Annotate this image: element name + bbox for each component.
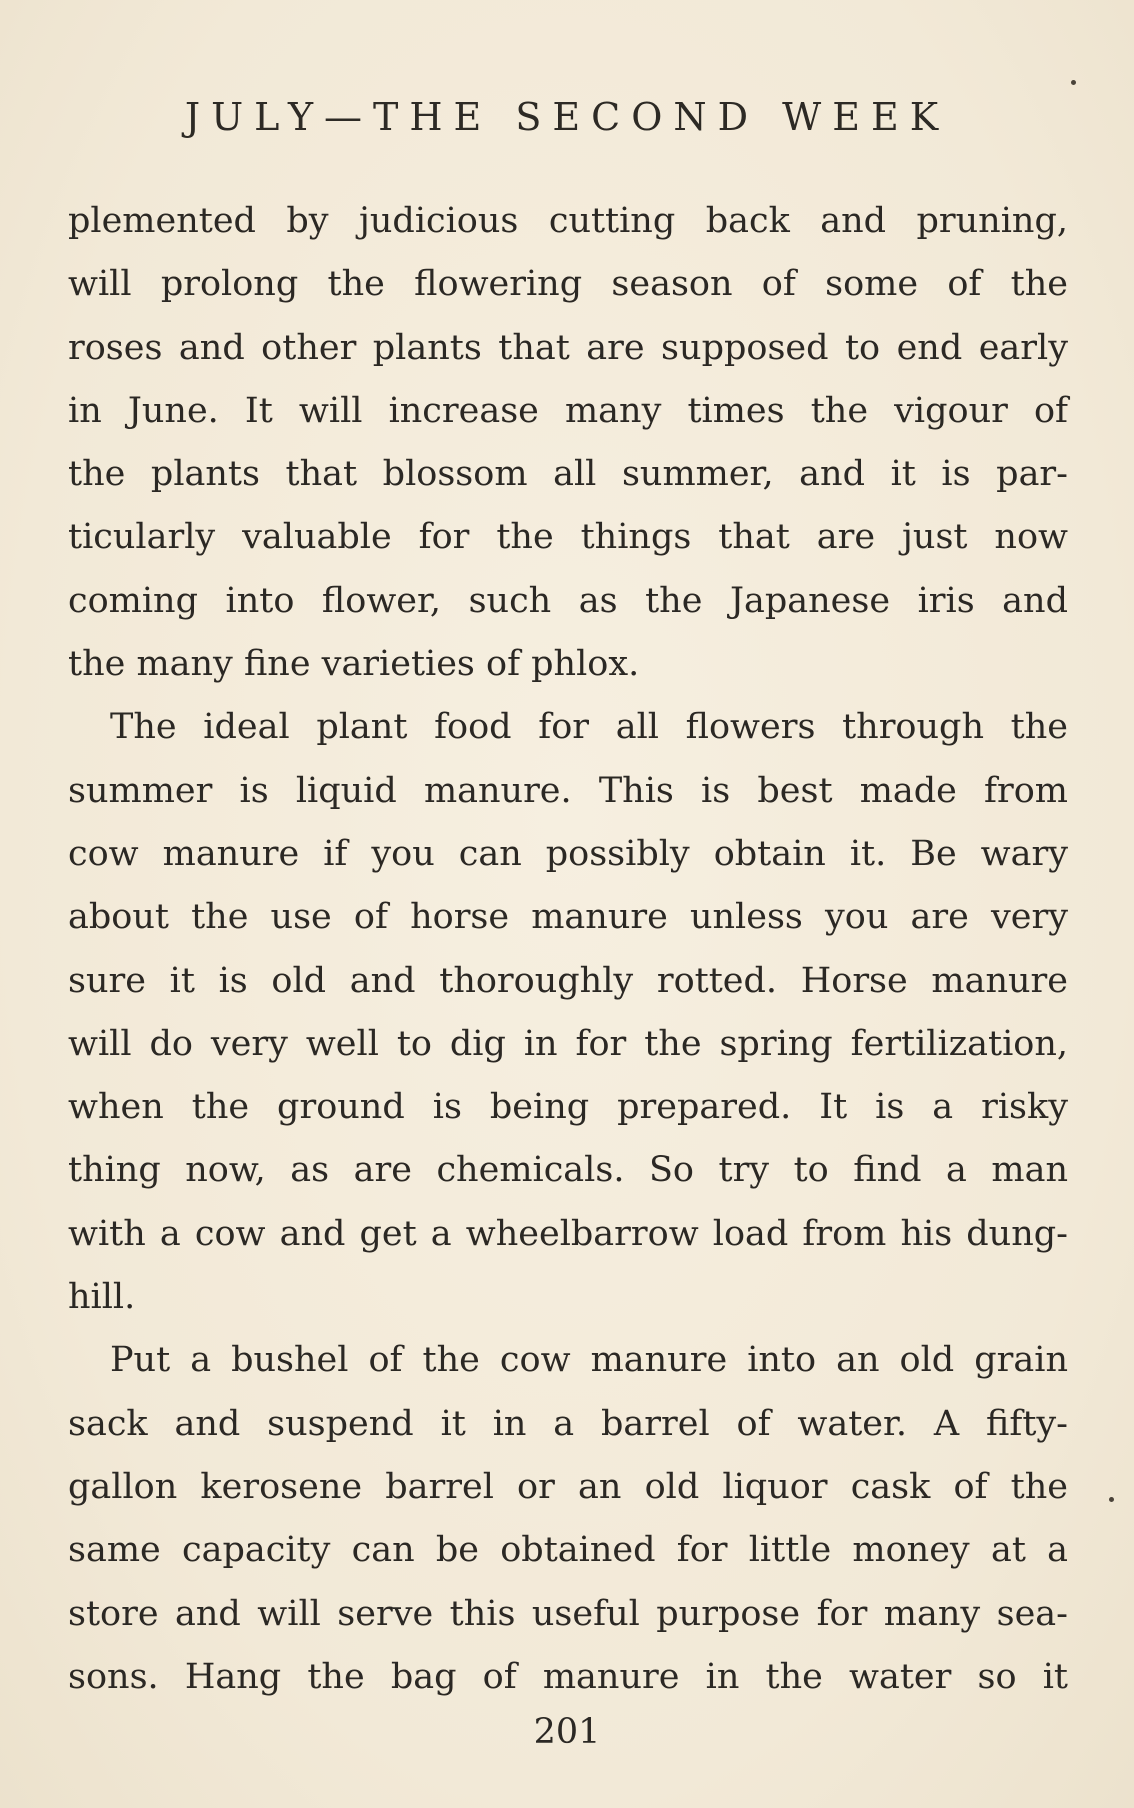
- text-line: the many fine varieties of phlox.: [68, 644, 640, 685]
- running-head: JULY—THE SECOND WEEK: [184, 95, 950, 139]
- text-line: gallon kerosene barrel or an old liquor cask of the: [68, 1466, 1068, 1507]
- page-number: 201: [533, 1712, 601, 1752]
- text-line: summer is liquid manure. This is best made from: [68, 770, 1068, 811]
- body-text: [68, 190, 1068, 1709]
- text-line: sack and suspend it in a barrel of water. A fifty-: [68, 1403, 1068, 1444]
- text-line: when the ground is being prepared. It is a risky: [68, 1087, 1068, 1128]
- text-line: cow manure if you can possibly obtain it. Be wary: [68, 833, 1068, 874]
- paper-speck: [1109, 1497, 1114, 1502]
- text-line: ticularly valuable for the things that are just now: [68, 517, 1068, 558]
- text-line: sure it is old and thoroughly rotted. Horse manure: [68, 960, 1068, 1001]
- text-line: about the use of horse manure unless you are very: [68, 897, 1068, 938]
- text-line: roses and other plants that are supposed to end early: [68, 327, 1068, 368]
- text-line: will prolong the flowering season of some of the: [68, 264, 1068, 305]
- text-line: sons. Hang the bag of manure in the water so it: [68, 1656, 1068, 1697]
- text-line: hill.: [68, 1277, 136, 1318]
- text-line: coming into flower, such as the Japanese iris and: [68, 580, 1068, 621]
- text-line: The ideal plant food for all flowers through the: [110, 707, 1068, 748]
- paper-speck: [1071, 80, 1076, 85]
- text-line: Put a bushel of the cow manure into an old grain: [110, 1340, 1068, 1381]
- text-line: plemented by judicious cutting back and pruning,: [68, 201, 1068, 241]
- text-line: same capacity can be obtained for little money at a: [68, 1530, 1068, 1571]
- text-line: thing now, as are chemicals. So try to find a man: [68, 1150, 1068, 1191]
- text-line: in June. It will increase many times the vigour of: [68, 390, 1068, 431]
- text-line: the plants that blossom all summer, and it is par-: [68, 454, 1068, 495]
- text-line: store and will serve this useful purpose for many sea-: [68, 1593, 1068, 1634]
- text-line: will do very well to dig in for the spring fertilization,: [68, 1023, 1068, 1064]
- text-line: with a cow and get a wheelbarrow load from his dung-: [68, 1213, 1068, 1254]
